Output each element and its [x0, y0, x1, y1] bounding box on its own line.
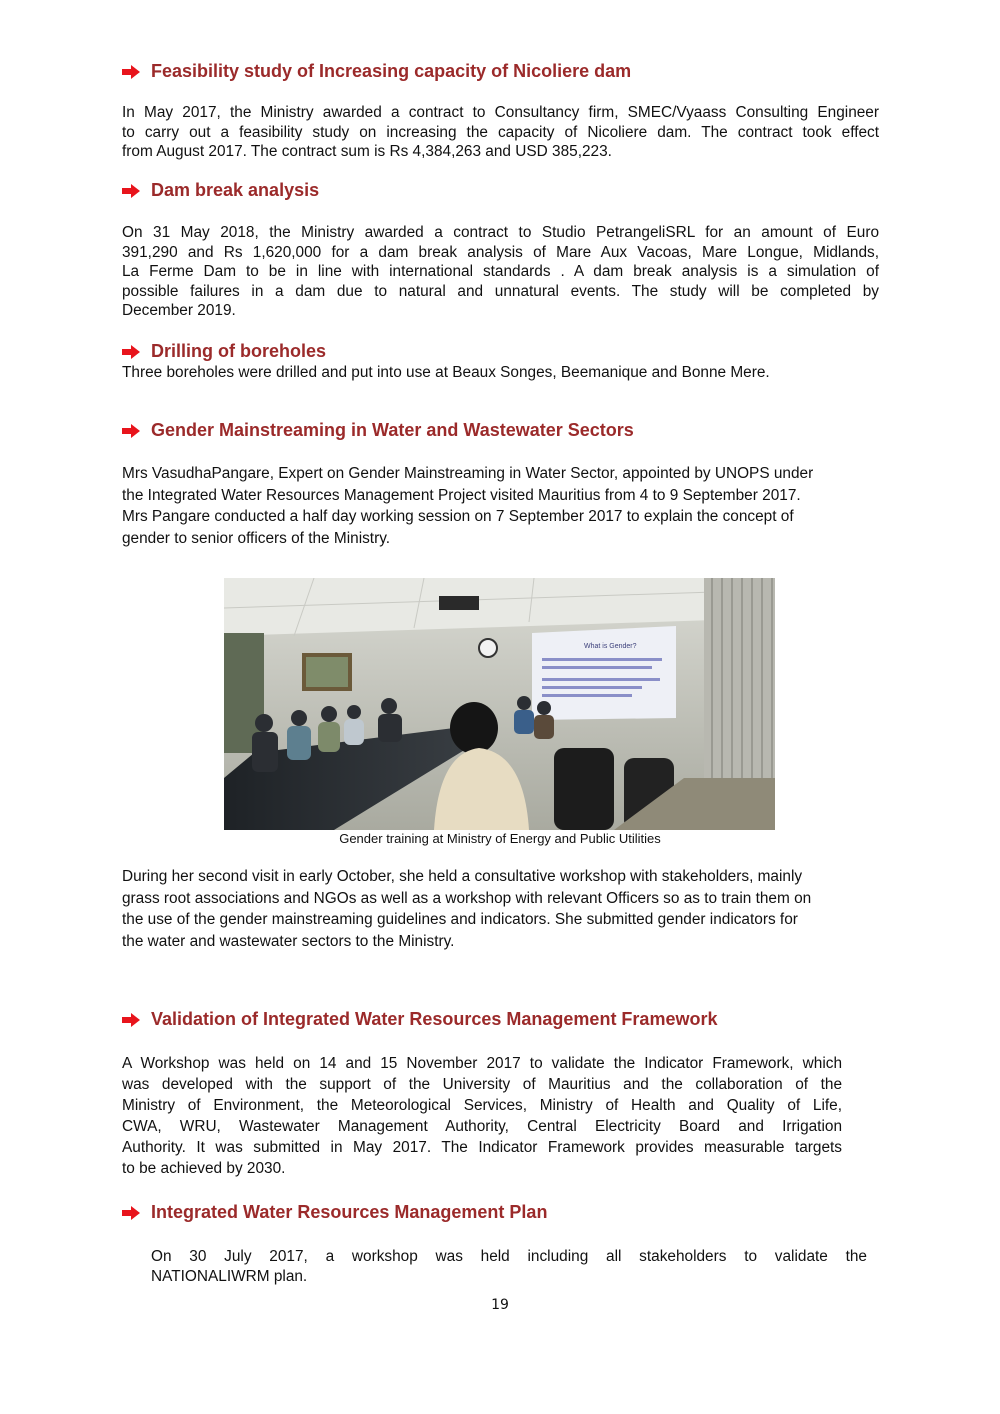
right-arrow-icon	[122, 1206, 140, 1220]
text-line: grass root associations and NGOs as well as a workshop with relevant Officers so as to train them on	[122, 889, 812, 907]
text-line: On 31 May 2018, the Ministry awarded a contract to Studio PetrangeliSRL for an amount of Euro	[122, 224, 879, 241]
text-line: CWA, WRU, Wastewater Management Authority, Central Electricity Board and Irrigation	[122, 1118, 842, 1135]
heading-text: Validation of Integrated Water Resources Management Framework	[151, 1009, 718, 1029]
slide-title: What is Gender?	[584, 643, 637, 650]
paragraph-dam-break	[122, 223, 879, 321]
heading-text: Dam break analysis	[151, 180, 320, 200]
text-line: from August 2017. The contract sum is Rs 4,384,263 and USD 385,223.	[122, 143, 612, 161]
text-line: the Integrated Water Resources Management Project visited Mauritius from 4 to 9 September 2017.	[122, 486, 801, 504]
text-line: La Ferme Dam to be in line with international standards . A dam break analysis is a simulation of	[122, 263, 879, 281]
text-line: the water and wastewater sectors to the Ministry.	[122, 932, 455, 950]
gender-training-photo	[224, 578, 775, 830]
section-heading-feasibility	[122, 61, 631, 82]
heading-text: Integrated Water Resources Management Plan	[151, 1202, 548, 1222]
section-heading-iwrm-plan	[122, 1202, 547, 1223]
text-line: to carry out a feasibility study on increasing the capacity of Nicoliere dam. The contract took effect	[122, 123, 879, 141]
paragraph-iwrm-plan	[151, 1247, 867, 1287]
paragraph-gender	[122, 463, 882, 549]
text-line: gender to senior officers of the Ministry.	[122, 529, 391, 547]
text-line: On 30 July 2017, a workshop was held including all stakeholders to validate the	[151, 1248, 867, 1265]
right-arrow-icon	[122, 1013, 140, 1027]
section-heading-dam-break	[122, 180, 319, 201]
paragraph-gender-continued	[122, 866, 882, 952]
text-line: Authority. It was submitted in May 2017. The Indicator Framework provides measurable targets	[122, 1139, 842, 1156]
text-line: 391,290 and Rs 1,620,000 for a dam break analysis of Mare Aux Vacoas, Mare Longue, Midlands,	[122, 243, 879, 261]
text-line: December 2019.	[122, 302, 236, 320]
text-line: NATIONALIWRM plan.	[151, 1268, 308, 1285]
right-arrow-icon	[122, 424, 140, 438]
text-line: Three boreholes were drilled and put into use at Beaux Songes, Beemanique and Bonne Mere.	[122, 364, 770, 381]
paragraph-boreholes	[122, 363, 879, 383]
section-heading-gender	[122, 420, 634, 441]
right-arrow-icon	[122, 65, 140, 79]
text-line: Mrs VasudhaPangare, Expert on Gender Mainstreaming in Water Sector, appointed by UNOPS under	[122, 465, 814, 482]
paragraph-feasibility	[122, 103, 879, 162]
right-arrow-icon	[122, 345, 140, 359]
paragraph-validation	[122, 1053, 842, 1179]
text-line: During her second visit in early October, she held a consultative workshop with stakeholders, mainly	[122, 868, 803, 885]
heading-text: Feasibility study of Increasing capacity of Nicoliere dam	[151, 61, 632, 81]
section-heading-validation	[122, 1009, 717, 1030]
heading-text: Drilling of boreholes	[151, 341, 327, 361]
heading-text: Gender Mainstreaming in Water and Wastewater Sectors	[151, 420, 634, 440]
page-number: 19	[491, 1297, 509, 1313]
text-line: possible failures in a dam due to natural and unnatural events. The study will be completed by	[122, 282, 879, 300]
text-line: Ministry of Environment, the Meteorological Services, Ministry of Health and Quality of Life,	[122, 1097, 842, 1114]
text-line: the use of the gender mainstreaming guidelines and indicators. She submitted gender indicators for	[122, 911, 798, 928]
text-line: Mrs Pangare conducted a half day working session on 7 September 2017 to explain the concept of	[122, 508, 794, 525]
text-line: was developed with the support of the University of Mauritius and the collaboration of the	[122, 1076, 842, 1093]
text-line: In May 2017, the Ministry awarded a contract to Consultancy firm, SMEC/Vyaass Consulting Engineer	[122, 104, 879, 121]
right-arrow-icon	[122, 184, 140, 198]
photo-caption: Gender training at Ministry of Energy and Public Utilities	[339, 831, 661, 846]
text-line: to be achieved by 2030.	[122, 1160, 286, 1177]
section-heading-boreholes	[122, 341, 326, 362]
text-line: A Workshop was held on 14 and 15 November 2017 to validate the Indicator Framework, which	[122, 1055, 842, 1072]
